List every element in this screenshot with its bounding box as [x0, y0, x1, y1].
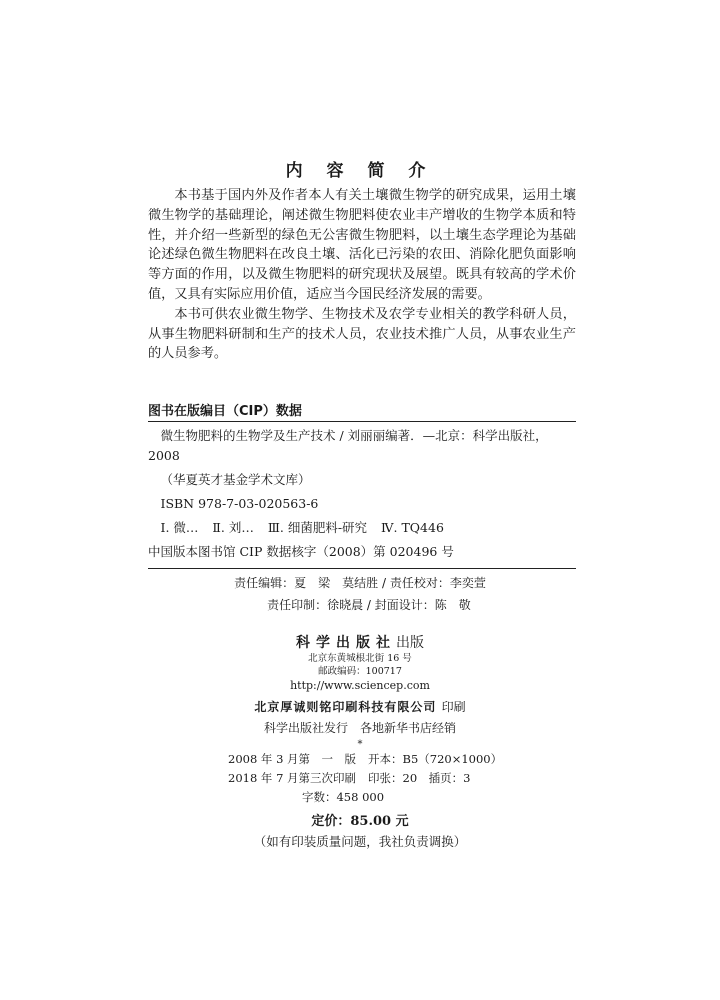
cip-title-line-cont: 2008 — [148, 448, 180, 463]
cip-catalog-item: Ⅲ. 细菌肥料-研究 — [267, 520, 368, 535]
cip-heading: 图书在版编目（CIP）数据 — [148, 404, 302, 419]
cip-series: （华夏英才基金学术文库） — [160, 472, 311, 487]
cip-title-line: 微生物肥料的生物学及生产技术 / 刘丽丽编著．—北京：科学出版社， — [160, 428, 548, 443]
summary-paragraph-2: 本书可供农业微生物学、生物技术及农学专业相关的教学科研人员，从事生物肥料研制和生产的技术人员，农业技术推广人员，从事农业生产的人员参考。 — [148, 306, 576, 362]
cip-bottom-rule — [148, 568, 576, 569]
quality-notice: （如有印装质量问题，我社负责调换） — [253, 834, 467, 849]
cip-top-rule — [148, 421, 576, 422]
cip-catalog-item: Ⅱ. 刘… — [212, 520, 254, 535]
publisher-block — [0, 632, 720, 752]
cip-catalog-item: Ⅳ. TQ446 — [381, 520, 444, 535]
credits-line-2 — [0, 594, 720, 616]
summary-title: 内 容 简 介 — [285, 161, 435, 181]
edition-row — [228, 769, 508, 788]
publisher-url: http://www.sciencep.com — [290, 679, 430, 692]
book-format: 开本：B5（720×1000） — [368, 752, 503, 766]
first-edition: 2008 年 3 月第 一 版 — [228, 752, 357, 766]
cip-isbn: ISBN 978-7-03-020563-6 — [160, 496, 319, 511]
separator-mark: * — [357, 739, 363, 750]
reprint: 2018 年 7 月第三次印刷 — [228, 771, 357, 785]
credits — [0, 572, 720, 616]
publisher-postcode: 邮政编码：100717 — [318, 666, 402, 677]
printer-suffix: 印刷 — [441, 700, 466, 714]
summary-text — [148, 186, 576, 364]
publisher-name — [0, 632, 720, 652]
print-sheets: 印张：20 插页：3 — [368, 771, 471, 785]
credits-line-1 — [0, 572, 720, 594]
printer — [0, 698, 720, 715]
edition-row — [228, 750, 508, 769]
cip-record: 中国版本图书馆 CIP 数据核字（2008）第 020496 号 — [148, 544, 454, 559]
credit-print-manager: 责任印制：徐晓晨 — [267, 598, 364, 612]
cip-catalog — [148, 518, 576, 538]
price: 定价：85.00 元 — [311, 814, 409, 829]
summary-paragraph-1: 本书基于国内外及作者本人有关土壤微生物学的研究成果，运用土壤微生物学的基础理论，阐述微生物肥料使农业丰产增收的生物学本质和特性，并介绍一些新型的绿色无公害微生物肥料，以土壤生态学理论为基础论述绿色微生物肥料在改良土壤、活化已污染的农田、消除化肥负面影响等方面的作用，以及微生物肥料的研究现状及展望。既具有较高的学术价值，又具有实际应用价值，适应当今国民经济发展的需要。 — [148, 188, 576, 302]
publisher-address: 北京东黄城根北街 16 号 — [308, 653, 412, 664]
printer-name: 北京厚诚则铭印刷科技有限公司 — [254, 700, 437, 714]
word-count: 字数：458 000 — [301, 790, 385, 804]
edition-row — [228, 788, 508, 807]
credit-editors: 责任编辑：夏 梁 莫结胜 — [234, 576, 379, 590]
cip-data — [148, 426, 576, 562]
cip-catalog-item: Ⅰ. 微… — [160, 520, 199, 535]
distribution: 科学出版社发行 各地新华书店经销 — [263, 721, 456, 735]
publisher-name-suffix: 出版 — [396, 635, 424, 651]
credit-cover-design: / 封面设计：陈 敬 — [366, 598, 471, 612]
credit-proofreader: / 责任校对：李奕萱 — [381, 576, 486, 590]
publisher-name-text: 科学出版社 — [296, 635, 396, 651]
edition-info — [228, 750, 508, 807]
